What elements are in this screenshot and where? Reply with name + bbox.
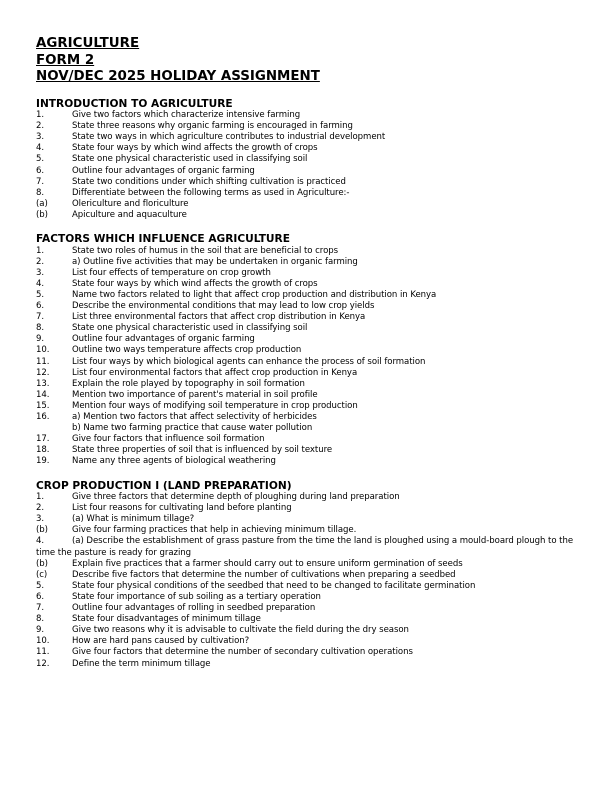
question-item <box>36 166 586 177</box>
question-number: (b) <box>36 209 48 220</box>
question-text: Give four farming practices that help in achieving minimum tillage. <box>72 525 357 536</box>
question-number: 8. <box>36 187 45 198</box>
question-item <box>36 503 586 514</box>
question-number: (b) <box>36 558 48 569</box>
question-text: Mention four ways of modifying soil temperature in crop production <box>72 400 358 411</box>
question-number: 11. <box>36 647 50 658</box>
question-item <box>36 154 586 165</box>
question-number: 16. <box>36 412 50 423</box>
question-item <box>36 121 586 132</box>
question-text: State four importance of sub soiling as a tertiary operation <box>72 591 321 602</box>
section-heading: FACTORS WHICH INFLUENCE AGRICULTURE <box>36 233 290 246</box>
document-title-form: FORM 2 <box>36 52 95 68</box>
question-item <box>36 492 586 503</box>
question-text: Olericulture and floriculture <box>72 198 189 209</box>
question-number: 3. <box>36 132 45 143</box>
question-text: List four ways by which biological agents can enhance the process of soil formation <box>72 356 426 367</box>
question-number: (b) <box>36 525 48 536</box>
question-item <box>36 143 586 154</box>
question-text: Name two factors related to light that affect crop production and distribution in Kenya <box>72 290 437 300</box>
question-number: 3. <box>36 267 45 278</box>
question-text: List three environmental factors that affect crop distribution in Kenya <box>72 312 366 323</box>
question-item <box>36 379 586 390</box>
question-text: State two conditions under which shifting cultivation is practiced <box>72 176 346 187</box>
question-text: Describe the environmental conditions that may lead to low crop yields <box>72 301 375 312</box>
question-item <box>36 177 586 188</box>
question-item <box>36 559 586 570</box>
question-text: Outline four advantages of rolling in seedbed preparation <box>72 603 316 614</box>
question-number: 18. <box>36 445 50 456</box>
section-heading: INTRODUCTION TO AGRICULTURE <box>36 97 233 110</box>
section <box>36 98 586 222</box>
question-item <box>36 323 586 334</box>
question-text: Apiculture and aquaculture <box>72 209 187 220</box>
document-title-subject: AGRICULTURE <box>36 36 140 51</box>
question-item <box>36 279 586 290</box>
question-item <box>36 401 586 412</box>
question-text: Outline two ways temperature affects crop production <box>72 345 302 356</box>
question-number: 8. <box>36 614 45 625</box>
question-item <box>36 456 586 467</box>
question-item <box>36 210 586 221</box>
question-text: Define the term minimum tillage <box>72 658 211 669</box>
question-number: 4. <box>36 278 45 289</box>
document-title-assignment: NOV/DEC 2025 HOLIDAY ASSIGNMENT <box>36 69 320 84</box>
section <box>36 233 586 467</box>
question-item <box>36 647 586 658</box>
question-number: 7. <box>36 603 45 614</box>
question-text: Explain five practices that a farmer should carry out to ensure uniform germination of seeds <box>72 558 463 569</box>
question-item <box>36 592 586 603</box>
question-body: (a) Describe the establishment of grass pasture from the time the land is ploughed using a mould-board plough to the time the pasture is ready for grazing <box>36 536 574 558</box>
question-text: Differentiate between the following terms as used in Agriculture:- <box>72 187 350 198</box>
question-number: 15. <box>36 400 50 411</box>
question-text: List four reasons for cultivating land before planting <box>72 503 292 514</box>
question-text: Name any three agents of biological weathering <box>72 456 276 467</box>
question-number: 1. <box>36 492 45 503</box>
section <box>36 480 586 670</box>
question-text: State three reasons why organic farming is encouraged in farming <box>72 121 353 132</box>
question-item <box>36 625 586 636</box>
question-number: 11. <box>36 356 50 367</box>
question-item <box>36 188 586 199</box>
question-item <box>36 536 586 558</box>
question-item <box>36 199 586 210</box>
question-number: 5. <box>36 580 45 591</box>
question-text: State one physical characteristic used in classifying soil <box>72 323 308 334</box>
question-text: State one physical characteristic used in classifying soil <box>72 154 308 165</box>
question-number: 5. <box>36 154 45 165</box>
question-number: 8. <box>36 323 45 334</box>
question-number: 14. <box>36 389 50 400</box>
section-heading: CROP PRODUCTION I (LAND PREPARATION) <box>36 479 292 492</box>
document-page <box>36 36 586 670</box>
question-text: Give two reasons why it is advisable to cultivate the field during the dry season <box>72 625 409 636</box>
question-text: State two ways in which agriculture contributes to industrial development <box>72 132 386 143</box>
question-item <box>36 312 586 323</box>
question-number: 6. <box>36 165 45 176</box>
question-number: 7. <box>36 312 45 323</box>
question-number: (a) <box>36 198 48 209</box>
question-text: List four effects of temperature on crop growth <box>72 267 271 278</box>
question-number: 12. <box>36 658 50 669</box>
question-text: Describe five factors that determine the number of cultivations when preparing a seedbed <box>72 569 456 580</box>
question-number: 1. <box>36 110 45 121</box>
question-number: 3. <box>36 514 45 525</box>
question-item <box>36 368 586 379</box>
question-text: b) Name two farming practice that cause water pollution <box>72 423 313 434</box>
question-item <box>36 434 586 445</box>
question-text: Explain the role played by topography in soil formation <box>72 378 305 389</box>
question-number: 2. <box>36 503 45 514</box>
question-number: 19. <box>36 456 50 467</box>
question-number: 9. <box>36 625 45 636</box>
question-text: Outline four advantages of organic farming <box>72 165 255 176</box>
question-number: 10. <box>36 345 50 356</box>
question-item <box>36 357 586 368</box>
question-item <box>36 636 586 647</box>
question-text: Give four factors that influence soil formation <box>72 434 265 445</box>
question-number: 13. <box>36 378 50 389</box>
question-item <box>36 334 586 345</box>
question-number: 4. <box>36 143 45 154</box>
question-item <box>36 110 586 121</box>
question-text: Outline four advantages of organic farming <box>72 334 255 345</box>
question-text: a) Outline five activities that may be undertaken in organic farming <box>72 256 358 267</box>
question-text: How are hard pans caused by cultivation? <box>72 636 250 647</box>
question-number: 4. <box>36 536 45 547</box>
question-item <box>36 570 586 581</box>
question-text: State four ways by which wind affects the growth of crops <box>72 278 318 289</box>
question-text: Mention two importance of parent's material in soil profile <box>72 389 318 400</box>
question-text: Give three factors that determine depth of ploughing during land preparation <box>72 492 400 503</box>
question-number: 2. <box>36 256 45 267</box>
question-text: Give four factors that determine the number of secondary cultivation operations <box>72 647 413 658</box>
question-item <box>36 290 586 301</box>
question-text: State four ways by which wind affects the growth of crops <box>72 143 318 154</box>
question-text: Give two factors which characterize intensive farming <box>72 110 301 121</box>
question-item <box>36 246 586 257</box>
sections-container <box>36 98 586 670</box>
question-item <box>36 132 586 143</box>
question-item <box>36 412 586 423</box>
question-item <box>36 659 586 670</box>
question-text: (a) What is minimum tillage? <box>72 514 195 525</box>
question-number: 12. <box>36 367 50 378</box>
question-number: 6. <box>36 301 45 312</box>
question-item <box>36 525 586 536</box>
question-text: State four physical conditions of the seedbed that need to be changed to facilitate germination <box>72 580 476 591</box>
question-number: 7. <box>36 176 45 187</box>
question-number: 6. <box>36 591 45 602</box>
question-item <box>36 345 586 356</box>
question-text: State three properties of soil that is influenced by soil texture <box>72 445 333 456</box>
question-text: State four disadvantages of minimum tillage <box>72 614 261 625</box>
question-item <box>36 423 586 434</box>
question-item <box>36 268 586 279</box>
question-item <box>36 257 586 268</box>
question-number: 1. <box>36 245 45 256</box>
question-item <box>36 603 586 614</box>
question-item <box>36 301 586 312</box>
question-number: 17. <box>36 434 50 445</box>
question-text: a) Mention two factors that affect selectivity of herbicides <box>72 412 317 423</box>
question-number: 9. <box>36 334 45 345</box>
question-text: State two roles of humus in the soil that are beneficial to crops <box>72 245 339 256</box>
question-number: (c) <box>36 569 48 580</box>
question-text <box>36 536 576 558</box>
question-item <box>36 581 586 592</box>
question-text: List four environmental factors that affect crop production in Kenya <box>72 367 358 378</box>
question-item <box>36 445 586 456</box>
question-number: 2. <box>36 121 45 132</box>
question-item <box>36 614 586 625</box>
question-number: 5. <box>36 290 45 300</box>
question-number: 10. <box>36 636 50 647</box>
question-item <box>36 514 586 525</box>
question-item <box>36 390 586 401</box>
